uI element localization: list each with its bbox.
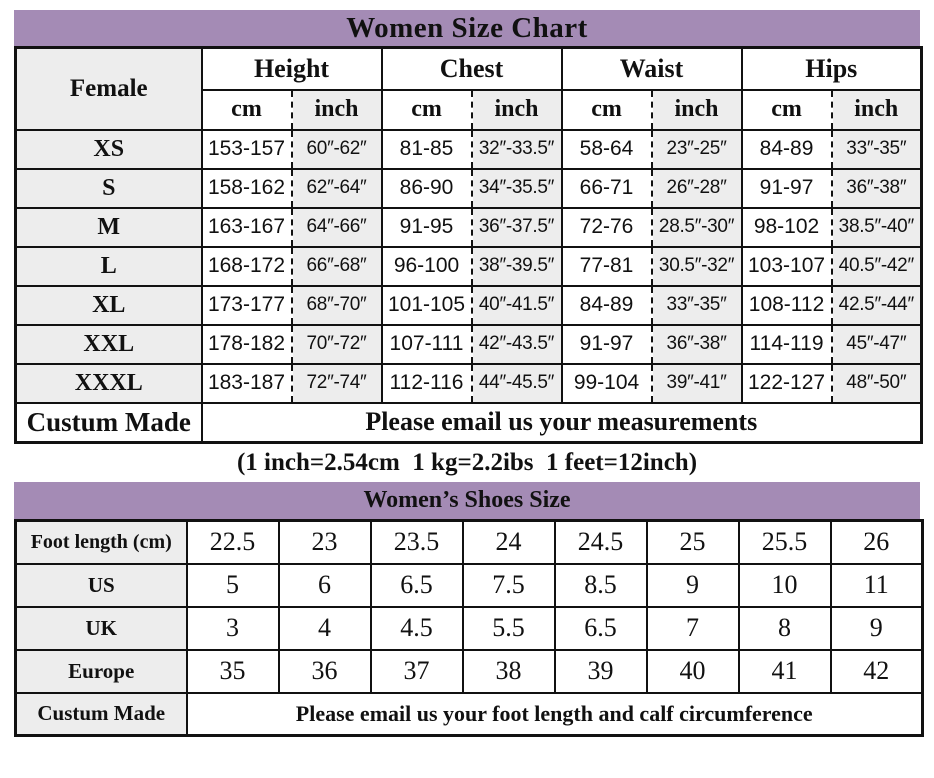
cell-waist-inch: 28.5″-30″ [652, 208, 742, 247]
size-name-cell: XL [16, 286, 202, 325]
cell-height-inch: 68″-70″ [292, 286, 382, 325]
size-row-xxl [16, 325, 922, 364]
shoes-size-value: 6.5 [555, 607, 647, 650]
shoes-size-value: 24.5 [555, 521, 647, 564]
shoes-size-value: 38 [463, 650, 555, 693]
shoes-size-value: 11 [831, 564, 923, 607]
cell-height-cm: 153-157 [202, 130, 292, 169]
cell-waist-inch: 26″-28″ [652, 169, 742, 208]
size-chart-page [14, 10, 920, 737]
shoes-size-value: 23 [279, 521, 371, 564]
shoes-size-value: 5.5 [463, 607, 555, 650]
shoes-size-value: 24 [463, 521, 555, 564]
shoes-size-value: 5 [187, 564, 279, 607]
cell-waist-cm: 77-81 [562, 247, 652, 286]
cell-chest-cm: 91-95 [382, 208, 472, 247]
cell-hips-inch: 48″-50″ [832, 364, 922, 403]
shoes-custom-label: Custum Made [16, 693, 187, 736]
shoes-row-europe [16, 650, 923, 693]
female-header-cell: Female [16, 48, 202, 130]
hips-cm-unit-cell: cm [742, 90, 832, 130]
cell-height-inch: 62″-64″ [292, 169, 382, 208]
custom-made-message: Please email us your measurements [202, 403, 922, 443]
cell-height-inch: 60″-62″ [292, 130, 382, 169]
shoes-size-value: 39 [555, 650, 647, 693]
cell-height-inch: 70″-72″ [292, 325, 382, 364]
cell-chest-cm: 81-85 [382, 130, 472, 169]
cell-waist-cm: 84-89 [562, 286, 652, 325]
cell-hips-inch: 36″-38″ [832, 169, 922, 208]
cell-chest-cm: 101-105 [382, 286, 472, 325]
women-size-chart-table [14, 46, 923, 444]
size-name-cell: L [16, 247, 202, 286]
waist-cm-unit-cell: cm [562, 90, 652, 130]
shoes-size-value: 6 [279, 564, 371, 607]
cell-hips-inch: 40.5″-42″ [832, 247, 922, 286]
shoes-size-table [14, 519, 924, 737]
cell-waist-inch: 30.5″-32″ [652, 247, 742, 286]
cell-hips-inch: 33″-35″ [832, 130, 922, 169]
cell-chest-inch: 44″-45.5″ [472, 364, 562, 403]
cell-height-cm: 173-177 [202, 286, 292, 325]
shoes-row-label: US [16, 564, 187, 607]
shoes-size-value: 41 [739, 650, 831, 693]
height-cm-unit-cell: cm [202, 90, 292, 130]
cell-waist-cm: 91-97 [562, 325, 652, 364]
waist-inch-unit-cell: inch [652, 90, 742, 130]
cell-height-cm: 183-187 [202, 364, 292, 403]
chest-cm-unit-cell: cm [382, 90, 472, 130]
size-name-cell: XS [16, 130, 202, 169]
shoes-size-value: 3 [187, 607, 279, 650]
shoes-size-value: 8 [739, 607, 831, 650]
shoes-size-value: 4 [279, 607, 371, 650]
cell-waist-inch: 33″-35″ [652, 286, 742, 325]
cell-height-cm: 178-182 [202, 325, 292, 364]
shoes-row-us [16, 564, 923, 607]
cell-waist-cm: 99-104 [562, 364, 652, 403]
shoes-row-foot-length [16, 521, 923, 564]
shoes-custom-message: Please email us your foot length and calf circumference [187, 693, 923, 736]
shoes-size-value: 4.5 [371, 607, 463, 650]
size-name-cell: M [16, 208, 202, 247]
shoes-size-value: 37 [371, 650, 463, 693]
cell-hips-cm: 84-89 [742, 130, 832, 169]
cell-hips-inch: 38.5″-40″ [832, 208, 922, 247]
cell-hips-inch: 45″-47″ [832, 325, 922, 364]
women-size-chart-title: Women Size Chart [346, 11, 588, 44]
chest-header-cell: Chest [382, 48, 562, 90]
shoes-size-title-bar [14, 482, 920, 519]
cell-chest-cm: 107-111 [382, 325, 472, 364]
custom-made-row [16, 403, 922, 443]
cell-hips-cm: 108-112 [742, 286, 832, 325]
shoes-size-value: 7.5 [463, 564, 555, 607]
height-header-cell: Height [202, 48, 382, 90]
cell-height-inch: 66″-68″ [292, 247, 382, 286]
cell-chest-inch: 34″-35.5″ [472, 169, 562, 208]
shoes-size-value: 22.5 [187, 521, 279, 564]
shoes-size-value: 25 [647, 521, 739, 564]
shoes-size-value: 26 [831, 521, 923, 564]
shoes-row-label: Europe [16, 650, 187, 693]
cell-chest-cm: 86-90 [382, 169, 472, 208]
cell-chest-inch: 32″-33.5″ [472, 130, 562, 169]
shoes-size-title: Women’s Shoes Size [363, 487, 571, 513]
cell-chest-inch: 40″-41.5″ [472, 286, 562, 325]
size-name-cell: S [16, 169, 202, 208]
shoes-row-label: Foot length (cm) [16, 521, 187, 564]
cell-hips-inch: 42.5″-44″ [832, 286, 922, 325]
cell-hips-cm: 114-119 [742, 325, 832, 364]
shoes-size-value: 10 [739, 564, 831, 607]
group-header-row [16, 48, 922, 90]
cell-chest-inch: 36″-37.5″ [472, 208, 562, 247]
cell-chest-inch: 38″-39.5″ [472, 247, 562, 286]
custom-made-label: Custum Made [16, 403, 202, 443]
cell-height-cm: 168-172 [202, 247, 292, 286]
size-name-cell: XXL [16, 325, 202, 364]
shoes-custom-row [16, 693, 923, 736]
shoes-size-value: 42 [831, 650, 923, 693]
size-row-xs [16, 130, 922, 169]
cell-waist-inch: 36″-38″ [652, 325, 742, 364]
cell-hips-cm: 103-107 [742, 247, 832, 286]
shoes-row-label: UK [16, 607, 187, 650]
cell-hips-cm: 122-127 [742, 364, 832, 403]
shoes-size-value: 6.5 [371, 564, 463, 607]
cell-waist-cm: 72-76 [562, 208, 652, 247]
hips-header-cell: Hips [742, 48, 922, 90]
height-inch-unit-cell: inch [292, 90, 382, 130]
women-size-chart-title-bar [14, 10, 920, 46]
cell-waist-cm: 66-71 [562, 169, 652, 208]
hips-inch-unit-cell: inch [832, 90, 922, 130]
cell-hips-cm: 98-102 [742, 208, 832, 247]
cell-height-cm: 158-162 [202, 169, 292, 208]
cell-height-cm: 163-167 [202, 208, 292, 247]
cell-waist-inch: 39″-41″ [652, 364, 742, 403]
cell-chest-cm: 112-116 [382, 364, 472, 403]
cell-height-inch: 64″-66″ [292, 208, 382, 247]
size-row-xxxl [16, 364, 922, 403]
cell-hips-cm: 91-97 [742, 169, 832, 208]
cell-waist-cm: 58-64 [562, 130, 652, 169]
shoes-row-uk [16, 607, 923, 650]
size-row-s [16, 169, 922, 208]
shoes-size-value: 36 [279, 650, 371, 693]
size-row-m [16, 208, 922, 247]
cell-waist-inch: 23″-25″ [652, 130, 742, 169]
shoes-size-value: 40 [647, 650, 739, 693]
waist-header-cell: Waist [562, 48, 742, 90]
size-name-cell: XXXL [16, 364, 202, 403]
shoes-size-value: 9 [647, 564, 739, 607]
cell-chest-inch: 42″-43.5″ [472, 325, 562, 364]
shoes-size-value: 25.5 [739, 521, 831, 564]
size-row-l [16, 247, 922, 286]
size-row-xl [16, 286, 922, 325]
conversion-note: (1 inch=2.54cm 1 kg=2.2ibs 1 feet=12inch) [236, 449, 698, 476]
shoes-size-value: 7 [647, 607, 739, 650]
cell-height-inch: 72″-74″ [292, 364, 382, 403]
cell-chest-cm: 96-100 [382, 247, 472, 286]
chest-inch-unit-cell: inch [472, 90, 562, 130]
shoes-size-value: 8.5 [555, 564, 647, 607]
shoes-size-value: 9 [831, 607, 923, 650]
shoes-size-value: 35 [187, 650, 279, 693]
shoes-size-value: 23.5 [371, 521, 463, 564]
